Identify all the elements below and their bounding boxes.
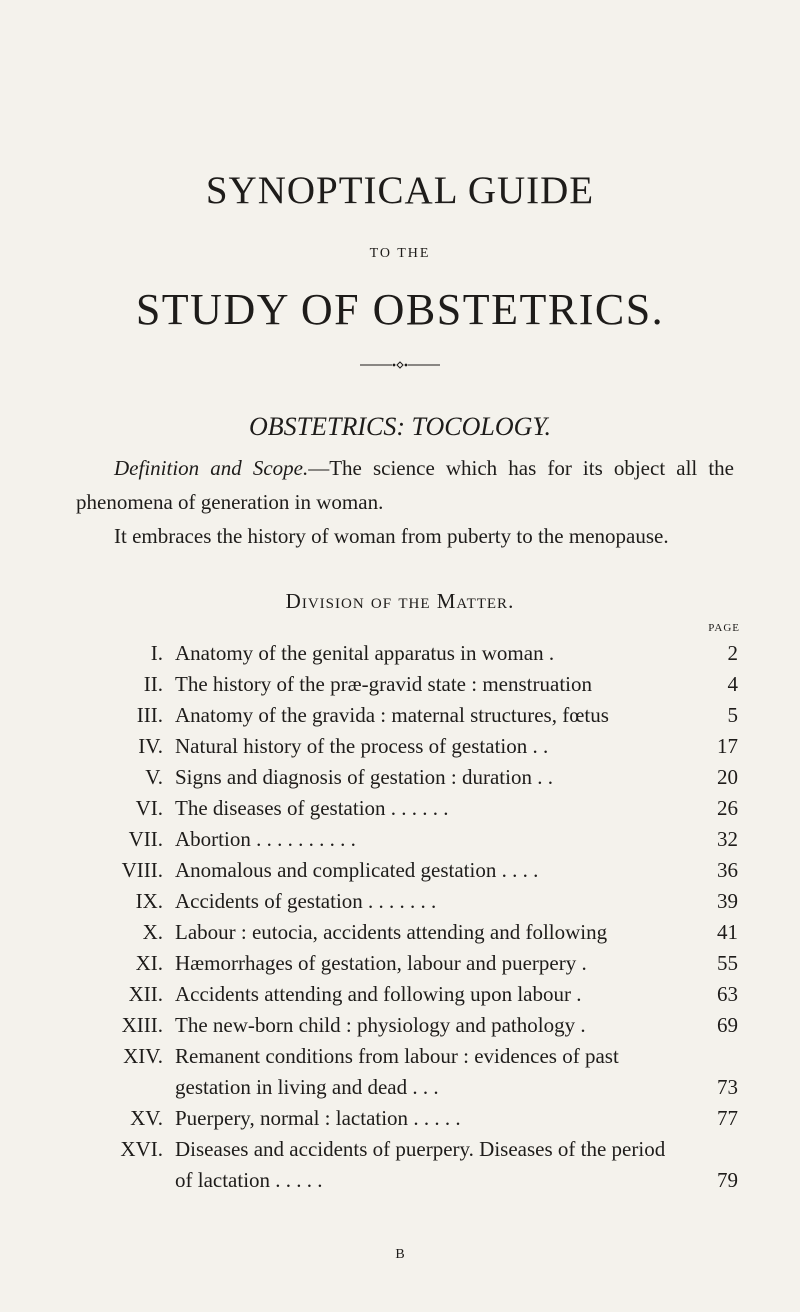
toc-numeral: II. <box>143 672 163 696</box>
toc-title: Hæmorrhages of gestation, labour and puerpery . <box>175 951 587 975</box>
title-subtitle: STUDY OF OBSTETRICS. <box>135 285 665 334</box>
toc-title: Natural history of the process of gestation . . <box>175 734 549 758</box>
toc-page-number: 55 <box>717 951 738 975</box>
toc-row <box>0 1103 800 1134</box>
toc-page-number: 32 <box>717 827 738 851</box>
toc-leader-dots: . . . . . . . . . . <box>250 827 356 851</box>
toc-leader-dots: . . . . . <box>408 1106 461 1130</box>
toc-row <box>0 1041 800 1103</box>
toc-leader-dots: . <box>576 951 587 975</box>
toc-row <box>0 824 800 855</box>
toc-row <box>0 731 800 762</box>
toc-leader-dots: . <box>571 982 582 1006</box>
toc-title: Signs and diagnosis of gestation : duration . . <box>175 765 553 789</box>
toc-numeral: X. <box>142 920 163 944</box>
signature-mark: B <box>395 1247 405 1262</box>
toc-numeral: IV. <box>138 734 163 758</box>
toc-page-number: 41 <box>717 920 738 944</box>
toc-page-number: 4 <box>727 672 738 696</box>
toc-numeral: XV. <box>130 1106 163 1130</box>
toc-title: Accidents of gestation . . . . . . . <box>175 889 437 913</box>
toc-leader-dots: . . . . . <box>270 1168 323 1192</box>
toc-leader-dots: . . . . <box>496 858 539 882</box>
embraces-paragraph: It embraces the history of woman from puberty to the menopause. <box>114 524 669 548</box>
toc-leader-dots: . . <box>531 765 553 789</box>
toc-row <box>0 917 800 948</box>
toc-title: Labour : eutocia, accidents attending and following <box>175 920 608 944</box>
toc-numeral: XI. <box>135 951 163 975</box>
definition-paragraph <box>76 451 734 519</box>
toc-page-number: 39 <box>717 889 738 913</box>
toc-title: Anomalous and complicated gestation . . . . <box>175 858 539 882</box>
toc-page-number: 17 <box>717 734 738 758</box>
toc-title: Diseases and accidents of puerpery. Diseases of the period of lactation . . . . . <box>175 1137 666 1192</box>
toc-row <box>0 700 800 731</box>
toc-title: Accidents attending and following upon labour . <box>175 982 582 1006</box>
toc-numeral: I. <box>150 641 163 665</box>
toc-title: Puerpery, normal : lactation . . . . . <box>175 1106 461 1130</box>
toc-row <box>0 948 800 979</box>
toc-title: Abortion . . . . . . . . . . <box>175 827 356 851</box>
toc-numeral: XIV. <box>123 1044 163 1068</box>
toc-page-number: 79 <box>717 1168 738 1192</box>
toc-numeral: VI. <box>135 796 163 820</box>
toc-leader-dots: . . . . . . <box>385 796 449 820</box>
toc-leader-dots: . <box>543 641 555 665</box>
toc-numeral: VIII. <box>121 858 163 882</box>
toc-title: The history of the præ-gravid state : menstruation <box>175 672 592 696</box>
section-heading: OBSTETRICS: TOCOLOGY. <box>249 412 551 441</box>
toc-row <box>0 886 800 917</box>
toc-title: Anatomy of the genital apparatus in woman . <box>175 641 555 665</box>
page-column-label: PAGE <box>708 622 740 634</box>
toc-page-number: 26 <box>717 796 738 820</box>
toc-numeral: IX. <box>135 889 163 913</box>
toc-page-number: 36 <box>717 858 738 882</box>
toc-page-number: 73 <box>717 1075 738 1099</box>
definition-text: —The science which has for its object all the phenomena of generation in woman. <box>76 456 734 514</box>
toc-row <box>0 979 800 1010</box>
table-of-contents <box>0 638 800 1196</box>
toc-row <box>0 638 800 669</box>
toc-title: The new-born child : physiology and pathology . <box>175 1013 586 1037</box>
toc-leader-dots: . <box>575 1013 586 1037</box>
toc-row <box>0 1134 800 1196</box>
toc-numeral: VII. <box>128 827 163 851</box>
toc-row <box>0 855 800 886</box>
toc-title: Remanent conditions from labour : evidences of past gestation in living and dead . . . <box>175 1044 619 1099</box>
ornament-divider-icon <box>340 360 460 370</box>
toc-leader-dots: . . . . . . . <box>362 889 437 913</box>
toc-numeral: XIII. <box>121 1013 163 1037</box>
title-main: SYNOPTICAL GUIDE <box>205 169 595 212</box>
toc-numeral: XII. <box>128 982 163 1006</box>
toc-page-number: 69 <box>717 1013 738 1037</box>
title-connector: TO THE <box>369 246 431 261</box>
toc-title: Anatomy of the gravida : maternal structures, fœtus <box>175 703 609 727</box>
toc-row <box>0 1010 800 1041</box>
toc-title: The diseases of gestation . . . . . . <box>175 796 449 820</box>
toc-numeral: V. <box>145 765 163 789</box>
toc-page-number: 5 <box>727 703 738 727</box>
toc-numeral: III. <box>136 703 163 727</box>
toc-row <box>0 793 800 824</box>
toc-page-number: 20 <box>717 765 738 789</box>
toc-page-number: 63 <box>717 982 738 1006</box>
toc-row <box>0 762 800 793</box>
toc-numeral: XVI. <box>120 1137 163 1161</box>
toc-row <box>0 669 800 700</box>
definition-label: Definition and Scope. <box>114 456 309 480</box>
toc-page-number: 2 <box>727 641 738 665</box>
division-heading: Division of the Matter. <box>285 589 515 613</box>
toc-leader-dots: . . . <box>407 1075 439 1099</box>
toc-page-number: 77 <box>717 1106 738 1130</box>
toc-leader-dots: . . <box>527 734 549 758</box>
